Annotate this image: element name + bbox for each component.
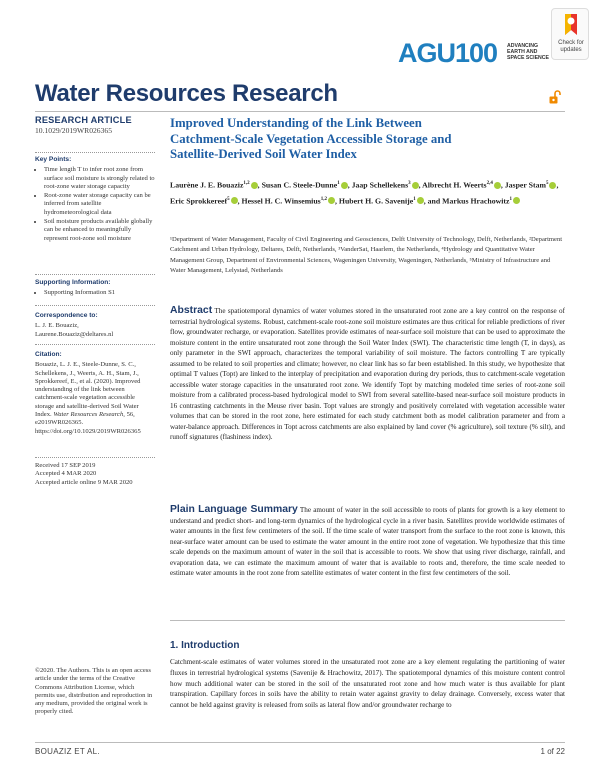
open-lock-icon [548,90,562,104]
pls-text: The amount of water in the soil accessible to roots of plants for growth is a key element to understand and predict short- and long-term dynamics of the hydrological cycle in a river basin. Satellites provide worldwide estimates of water amounts in the first few centimeters of the soil. If the time scale of water transport from the surface to the root zone is known, this near-surface water amount can be used to estimate the water amount in the entire root zone of vegetation. We hypothesize that this time scale depends on the maximum amount of water in the soil that is accessible to roots. We show that using river discharge, rainfall, and evaporation data, we can estimate the maximum amount of water that is available to roots and, therefore, the time scale needed to estimate water amounts in the root zone from satellite estimates of water content in the first few centimeters of the soil. [170,506,565,577]
orcid-icon[interactable] [513,197,520,204]
received-date: Received 17 SEP 2019 [35,462,96,469]
logo-tagline: ADVANCING EARTH AND SPACE SCIENCE [507,43,549,62]
page-number: 1 of 22 [540,747,565,756]
author-name: Susan C. Steele-Dunne [261,180,338,190]
key-point: • Time length T to infer root zone from surface soil moisture is strongly related to root-zone water storage capacity [44,166,155,191]
accepted-date: Accepted 4 MAR 2020 [35,470,97,478]
correspondence-email[interactable]: Laurene.Bouaziz@deltares.nl [35,330,114,338]
key-points [35,156,155,244]
abstract-text: The spatiotemporal dynamics of water volumes stored in the unsaturated root zone are a key control on the response of terrestrial hydrological systems. Robust, catchment-scale root-zone soil moisture estimates are thus critical for reliable predictions of river flow, groundwater recharge, or evaporation. Satellites provide estimates of near-surface soil moisture that can be used to approximate the moisture content in the entire unsaturated root zone through the Soil Water Index (SWI). The characteristic time length (T, in days), as only parameter in the SWI approach, characterizes the temporal variability of soil moisture. The factors controlling T are typically assumed to be related to soil properties and climate; however, no clear link has so far been established. In this study, we hypothesize that optimal T values (Topt) are linked to the interplay of precipitation and evaporation during dry periods, thus to catchment-scale vegetation accessible water storage capacities in the unsaturated root zone. We identify Topt by matching modeled time series of root-zone soil moisture from a calibrated process-based hydrological model to SWI from several satellite-based near-surface soil moisture products in 16 contrasting catchments in the Meuse river basin. Topt values are strongly and positively correlated with vegetation accessible water volumes that can be stored in the root zone, here estimated for each study catchment both as model calibration parameter and from a water-balance approach. Differences in Topt across catchments are also explained by land cover (% agriculture), soil texture (% silt), and runoff signatures (flashiness index). [170,307,565,441]
introduction-heading: 1. Introduction [170,640,240,651]
author-name: Albrecht H. Weerts [422,180,487,190]
author-affiliation-number: 1,2 [243,181,250,186]
correspondence [35,312,155,339]
supporting-link[interactable]: • Supporting Information S1 [44,289,155,297]
orcid-icon[interactable] [251,182,258,189]
author-separator: , [500,180,505,190]
author-affiliation-number: 1,2 [320,196,327,202]
journal-title: Water Resources Research [35,80,338,107]
author-name: Laurène J. E. Bouaziz [170,180,244,190]
author-list [170,177,570,209]
license-note: ©2020. The Authors. This is an open access article under the terms of the Creative Commons Attribution License, which permits use, distribution and reproduction in any medium, provided the original work is properly cited. [35,667,153,716]
author-name: Hubert H. G. Savenije [338,196,414,206]
supporting-information [35,279,155,299]
orcid-icon[interactable] [231,197,238,204]
author-affiliation-number: 5 [545,181,549,186]
abstract [170,306,565,443]
author-separator: , [334,196,339,206]
section-divider [170,620,565,621]
author-name: Markus Hrachowitz [442,196,510,206]
sidebar-divider [35,457,155,458]
author-affiliation-number: 1 [337,181,340,186]
article-doi[interactable]: 10.1029/2019WR026365 [35,126,112,136]
author-affiliation-number: 1 [413,196,416,202]
bookmark-icon [563,13,579,37]
sidebar-divider [35,152,155,153]
article-type: RESEARCH ARTICLE [35,115,132,125]
key-points-heading: Key Points: [35,156,72,163]
author-separator: , and [423,196,443,206]
footer-divider [35,742,565,743]
orcid-icon[interactable] [494,182,501,189]
supporting-heading: Supporting Information: [35,279,111,286]
author-separator: , [237,196,242,206]
key-point: • Soil moisture products available globally can be enhanced to meaningfully represent root-zone soil moisture [44,218,155,243]
affiliations: ¹Department of Water Management, Faculty of Civil Engineering and Geosciences, Delft University of Technology, Delft, Netherlands, ²Department Catchment and Urban Hydrology, Deltares, Delft, Netherlands, ³VanderSat, Haarlem, the Netherlands, ⁴Hydrology and Quantitative Water Management Group, Department of Environmental Sciences, Wageningen University, Wageningen, Netherlands, ⁵Ministry of Infrastructure and Water Management, Lelystad, Netherlands [170,236,563,274]
orcid-icon[interactable] [341,182,348,189]
citation-text: Bouaziz, L. J. E., Steele-Dunne, S. C., Schellekens, J., Weerts, A. H., Stam, J., Sprokkereef, E., et al. (2020). Improved understanding of the link between catchment-scale vegetation accessible storage and satellite-derived Soil Water Index. Water Resources Research, 56, e2019WR026365. https://doi.org/10.1029/2019WR026365 [35,361,141,435]
article-title: Improved Understanding of the Link Between Catchment-Scale Vegetation Accessible Storage and Satellite-Derived Soil Water Index [170,116,452,161]
author-affiliation-number: 3 [408,181,411,186]
agu100-logo [398,38,548,72]
correspondence-heading: Correspondence to: [35,312,98,319]
citation-heading: Citation: [35,351,62,358]
author-affiliation-number: 2,4 [486,181,493,186]
author-affiliation-number: 5 [227,196,230,202]
key-point: • Root-zone water storage capacity can be inferred from satellite hydrometeorological data [44,192,155,217]
check-for-updates-button[interactable] [551,8,589,60]
citation [35,351,155,436]
logo-text: AGU100 [398,38,498,68]
author-affiliation-number: 1 [509,196,512,202]
sidebar-divider [35,305,155,306]
header-divider [35,111,565,112]
author-name: Eric Sprokkereef [170,196,228,206]
sidebar-divider [35,274,155,275]
author-separator: , [347,180,352,190]
author-separator: , [418,180,423,190]
pls-label: Plain Language Summary [170,504,298,515]
abstract-label: Abstract [170,305,213,316]
correspondence-name: L. J. E. Bouaziz, [35,322,79,330]
author-separator: , [257,180,262,190]
orcid-icon[interactable] [417,197,424,204]
author-name: Hessel H. C. Winsemius [241,196,321,206]
author-separator: , [556,180,559,190]
plain-language-summary [170,505,565,579]
orcid-icon[interactable] [412,182,419,189]
sidebar-divider [35,344,155,345]
author-name: Jaap Schellekens [351,180,409,190]
introduction-text: Catchment-scale estimates of water volumes stored in the unsaturated root zone are a key element regulating the partitioning of water fluxes in terrestrial hydrological systems (Savenije & Hrachowitz, 2017). The spatiotemporal dynamics of this moisture content control how much additional water can be stored in the soil of the unsaturated root zone and how much water is thus available for plant transpiration. Capillary forces in soils have the ability to retain water against gravity to delay drainage. Conversely, excess water that cannot be held against gravity is released from soils as lateral flow and/or groundwater recharge to [170,658,565,710]
article-meta [35,116,155,136]
footer-authors: BOUAZIZ ET AL. [35,747,100,756]
orcid-icon[interactable] [328,197,335,204]
accepted-online-date: Accepted article online 9 MAR 2020 [35,478,133,486]
author-name: Jasper Stam [504,180,546,190]
check-for-updates-label: Check for updates [558,40,584,53]
article-dates [35,462,155,487]
